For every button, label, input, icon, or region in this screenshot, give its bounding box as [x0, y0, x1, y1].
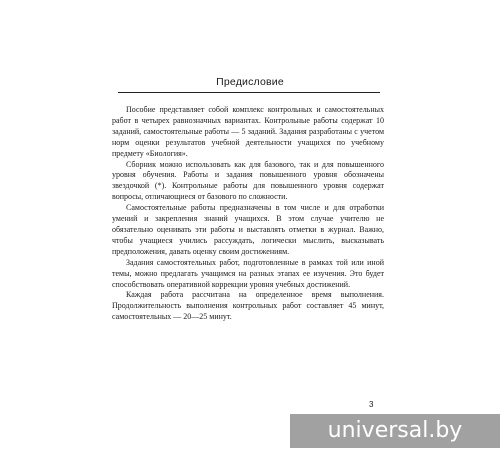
paragraph-5: Каждая работа рассчитана на определенное время выполнения. Продолжительность выполнения контрольных работ составляет 45 минут, самостоятельных — 20—25 минут.	[112, 290, 384, 322]
paragraph-3: Самостоятельные работы предназначены в том числе и для отработки умений и закрепления знаний учащихся. В этом случае учителю не обязательно оценивать эти работы и выставлять отметки в журнал. Важно, чтобы учащиеся учились рассуждать, логически мыслить, высказывать предположения, давать оценку своим достижениям.	[112, 203, 384, 256]
paragraph-1: Пособие представляет собой комплекс контрольных и самостоятельных работ в четырех равнозначных вариантах. Контрольные работы содержат 10 заданий, самостоятельные работы — 5 заданий. Задания разработаны с учетом норм оценки результатов учебной деятельности учащихся по учебному предмету «Биология».	[112, 105, 384, 158]
paragraph-2: Сборник можно использовать как для базового, так и для повышенного уровня обучения. Работы и задания повышенного уровня обозначены звездочкой (*). Контрольные работы для повышенного уровня содержат вопросы, отличающиеся от базового по сложности.	[112, 159, 384, 202]
body-text	[112, 105, 384, 323]
page-title: Предисловие	[216, 76, 284, 88]
page-number: 3	[369, 400, 374, 409]
paragraph-4: Задания самостоятельных работ, подготовленные в рамках той или иной темы, можно предлагать учащимся на разных этапах ее изучения. Это будет способствовать оперативной коррекции уровня учебных достижений.	[112, 257, 384, 289]
watermark: universal.by	[290, 414, 500, 448]
title-underline	[118, 92, 380, 93]
